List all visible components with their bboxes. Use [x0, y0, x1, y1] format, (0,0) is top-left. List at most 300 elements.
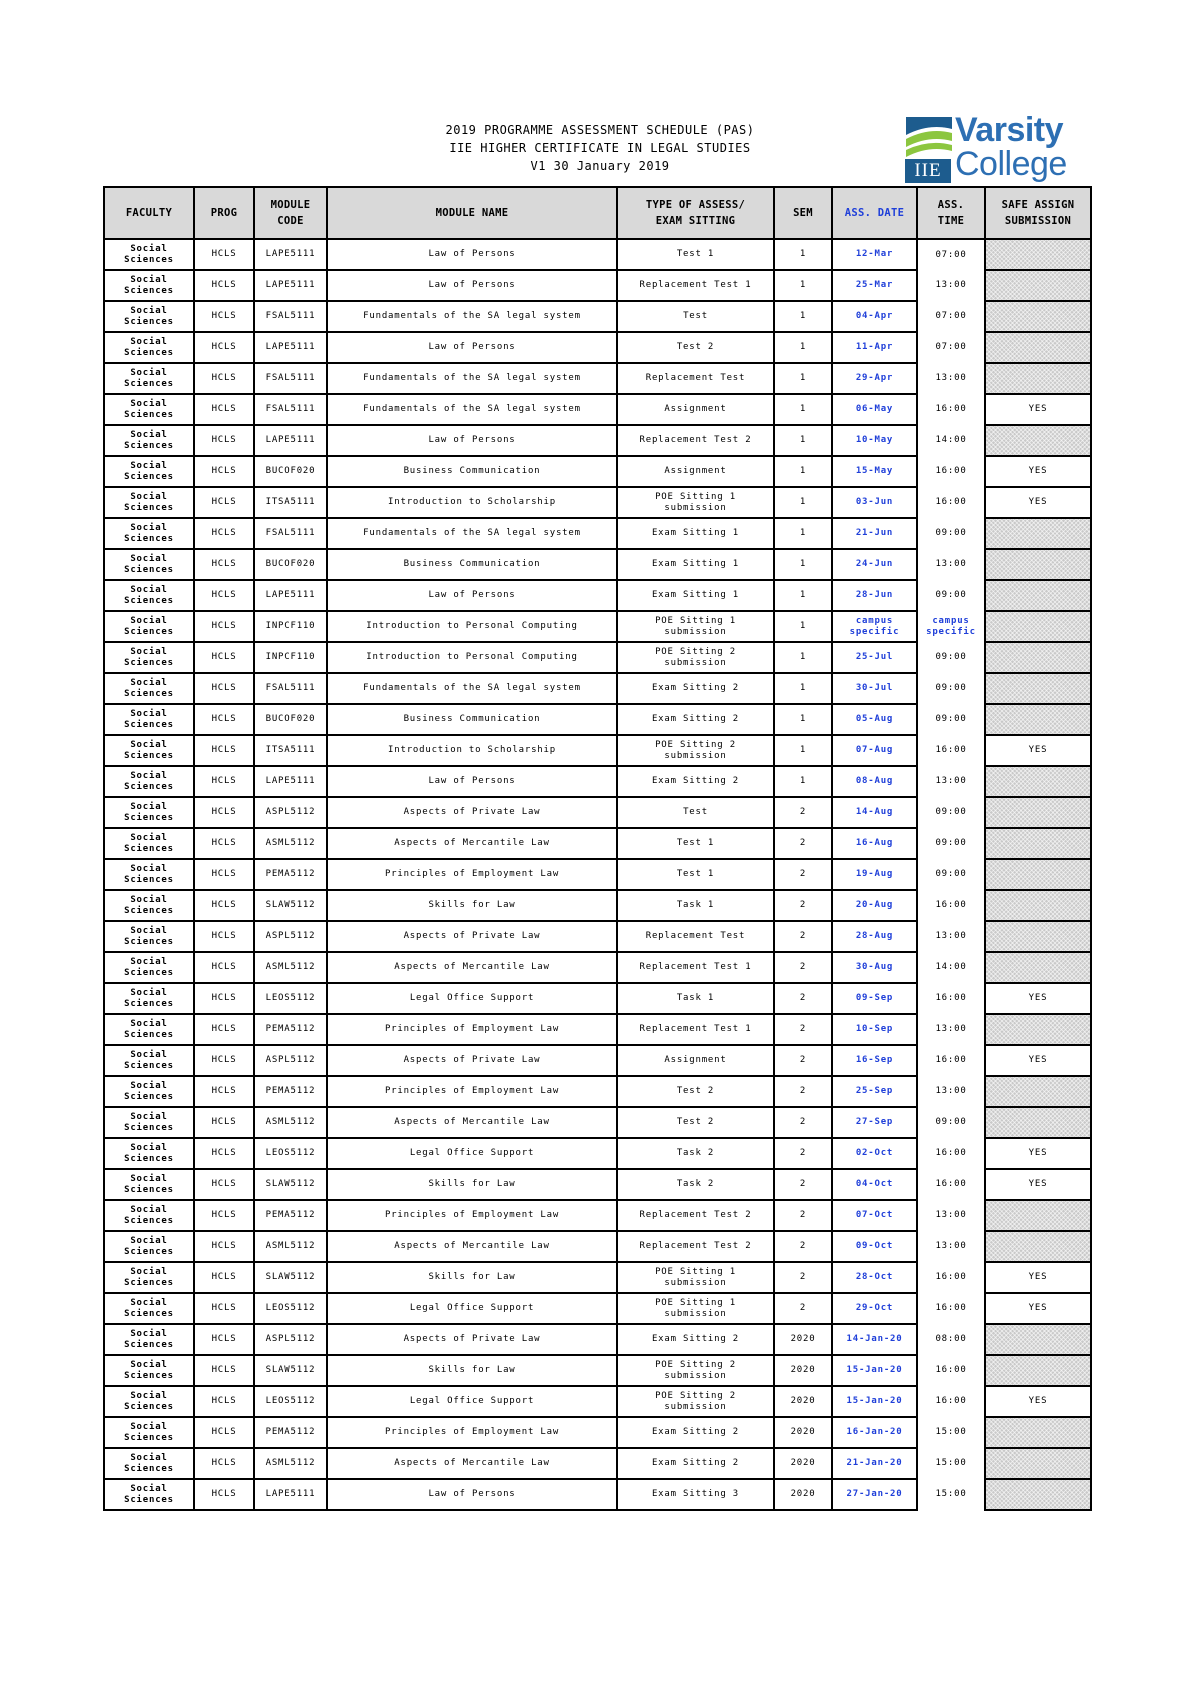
prog-cell	[194, 673, 254, 704]
module-code-cell-text: SLAW5112	[265, 1179, 316, 1189]
assessment-type-cell	[617, 580, 774, 611]
ass-time-cell	[917, 301, 985, 332]
module-code-cell	[254, 1200, 327, 1231]
assessment-type-cell	[617, 1231, 774, 1262]
prog-cell	[194, 1107, 254, 1138]
prog-cell-text: HCLS	[211, 528, 237, 538]
faculty-cell-text: Social	[130, 584, 168, 595]
ass-time-cell-text: 13:00	[935, 1210, 967, 1220]
faculty-cell-text: Sciences	[124, 1060, 174, 1071]
assessment-type-cell	[617, 1014, 774, 1045]
module-name-cell-text: Aspects of Private Law	[403, 1334, 541, 1344]
sem-cell	[774, 301, 832, 332]
table-row	[104, 549, 1091, 580]
sem-cell	[774, 1262, 832, 1293]
faculty-cell-text: Sciences	[124, 1029, 174, 1040]
ass-time-cell-text: 15:00	[935, 1489, 967, 1499]
assessment-type-cell	[617, 332, 774, 363]
sem-cell-text: 1	[799, 559, 807, 569]
module-code-cell-text: LAPE5111	[265, 280, 316, 290]
faculty-cell-text: Social	[130, 1204, 168, 1215]
ass-date-cell-text: 10-May	[855, 435, 894, 445]
ass-time-cell-text: 16:00	[935, 1272, 967, 1282]
faculty-cell-text: Sciences	[124, 378, 174, 389]
assessment-type-cell	[617, 1169, 774, 1200]
sem-cell-text: 1	[799, 249, 807, 259]
faculty-cell-text: Sciences	[124, 1184, 174, 1195]
assessment-type-cell	[617, 859, 774, 890]
sem-cell	[774, 859, 832, 890]
assessment-type-cell	[617, 518, 774, 549]
table-row	[104, 797, 1091, 828]
assessment-type-cell	[617, 1138, 774, 1169]
faculty-cell-text: Social	[130, 832, 168, 843]
prog-cell-text: HCLS	[211, 466, 237, 476]
module-code-cell-text: BUCOF020	[265, 714, 316, 724]
ass-time-cell-text: 09:00	[935, 652, 967, 662]
ass-date-cell-text: 30-Jul	[855, 683, 894, 693]
module-code-cell	[254, 301, 327, 332]
ass-time-cell	[917, 1417, 985, 1448]
prog-cell-text: HCLS	[211, 280, 237, 290]
prog-cell	[194, 1386, 254, 1417]
ass-date-cell-text: 25-Jul	[855, 652, 894, 662]
sem-cell	[774, 1417, 832, 1448]
prog-cell	[194, 921, 254, 952]
col-header-prog: PROG	[194, 187, 254, 239]
safe-assign-cell	[985, 363, 1091, 394]
ass-date-cell-text: 27-Jan-20	[846, 1489, 903, 1499]
sem-cell	[774, 1045, 832, 1076]
module-name-cell-text: Fundamentals of the SA legal system	[363, 683, 581, 693]
module-code-cell-text: FSAL5111	[265, 404, 316, 414]
col-header-ass-date: ASS. DATE	[832, 187, 917, 239]
faculty-cell-text: Sciences	[124, 1370, 174, 1381]
module-name-cell-text: Law of Persons	[428, 776, 516, 786]
sem-cell-text: 2020	[790, 1458, 816, 1468]
assessment-type-cell-text: POE Sitting 1	[655, 615, 736, 626]
sem-cell	[774, 363, 832, 394]
table-row	[104, 921, 1091, 952]
table-row	[104, 239, 1091, 270]
faculty-cell-text: Social	[130, 770, 168, 781]
ass-time-cell-text: 09:00	[935, 590, 967, 600]
module-code-cell-text: BUCOF020	[265, 466, 316, 476]
faculty-cell-text: Sciences	[124, 1339, 174, 1350]
ass-time-cell	[917, 1014, 985, 1045]
assessment-type-cell-text: Exam Sitting 2	[651, 1458, 740, 1468]
ass-time-cell-text: 13:00	[935, 1241, 967, 1251]
table-row	[104, 1200, 1091, 1231]
module-name-cell-text: Introduction to Scholarship	[388, 497, 556, 507]
ass-date-cell-text: 29-Apr	[855, 373, 894, 383]
sem-cell	[774, 921, 832, 952]
safe-assign-cell	[985, 518, 1091, 549]
document-title: 2019 PROGRAMME ASSESSMENT SCHEDULE (PAS)	[445, 123, 755, 137]
safe-assign-cell	[985, 456, 1091, 487]
prog-cell	[194, 1014, 254, 1045]
module-code-cell	[254, 704, 327, 735]
module-code-cell	[254, 1293, 327, 1324]
module-name-cell	[327, 859, 617, 890]
module-code-cell	[254, 456, 327, 487]
module-code-cell	[254, 1417, 327, 1448]
sem-cell	[774, 487, 832, 518]
module-code-cell	[254, 518, 327, 549]
sem-cell	[774, 1386, 832, 1417]
prog-cell-text: HCLS	[211, 373, 237, 383]
module-name-cell	[327, 1169, 617, 1200]
sem-cell-text: 2	[799, 1024, 807, 1034]
module-name-cell-text: Skills for Law	[428, 1365, 516, 1375]
prog-cell	[194, 890, 254, 921]
ass-date-cell-text: 25-Mar	[855, 280, 894, 290]
faculty-cell-text: Social	[130, 1452, 168, 1463]
ass-date-cell	[832, 952, 917, 983]
document-title-block	[380, 121, 820, 175]
ass-date-cell-text: 29-Oct	[855, 1303, 894, 1313]
ass-date-cell	[832, 1262, 917, 1293]
assessment-type-cell	[617, 394, 774, 425]
module-code-cell	[254, 239, 327, 270]
ass-date-cell	[832, 1045, 917, 1076]
faculty-cell-text: Sciences	[124, 843, 174, 854]
col-header-safe-line2: SUBMISSION	[1004, 215, 1072, 227]
safe-assign-cell	[985, 952, 1091, 983]
assessment-type-cell	[617, 1293, 774, 1324]
faculty-cell	[104, 1231, 194, 1262]
document-version: V1 30 January 2019	[530, 159, 670, 173]
ass-date-cell-text: 07-Oct	[855, 1210, 894, 1220]
assessment-type-cell	[617, 1076, 774, 1107]
ass-date-cell	[832, 239, 917, 270]
prog-cell	[194, 797, 254, 828]
ass-time-cell	[917, 1200, 985, 1231]
ass-date-cell-text: 16-Aug	[855, 838, 894, 848]
faculty-cell	[104, 611, 194, 642]
module-code-cell-text: LAPE5111	[265, 1489, 316, 1499]
faculty-cell	[104, 1200, 194, 1231]
sem-cell-text: 2	[799, 1179, 807, 1189]
module-name-cell	[327, 673, 617, 704]
safe-assign-cell	[985, 797, 1091, 828]
ass-date-cell	[832, 1293, 917, 1324]
ass-time-cell	[917, 735, 985, 766]
col-header-module-code-line1: MODULE	[270, 199, 311, 211]
safe-assign-cell	[985, 1014, 1091, 1045]
prog-cell-text: HCLS	[211, 1024, 237, 1034]
ass-time-cell-text: 16:00	[935, 404, 967, 414]
ass-time-cell-text: 15:00	[935, 1427, 967, 1437]
module-code-cell-text: FSAL5111	[265, 373, 316, 383]
faculty-cell-text: Social	[130, 987, 168, 998]
safe-assign-cell	[985, 1386, 1091, 1417]
sem-cell	[774, 766, 832, 797]
assessment-type-cell	[617, 549, 774, 580]
safe-assign-cell-text: YES	[1028, 404, 1048, 414]
ass-date-cell	[832, 828, 917, 859]
prog-cell-text: HCLS	[211, 962, 237, 972]
module-code-cell	[254, 890, 327, 921]
prog-cell-text: HCLS	[211, 931, 237, 941]
module-code-cell	[254, 425, 327, 456]
module-code-cell-text: PEMA5112	[265, 1086, 316, 1096]
prog-cell	[194, 1262, 254, 1293]
ass-date-cell-text: 27-Sep	[855, 1117, 894, 1127]
safe-assign-cell-text: YES	[1028, 466, 1048, 476]
ass-time-cell	[917, 518, 985, 549]
table-row	[104, 1324, 1091, 1355]
prog-cell	[194, 425, 254, 456]
faculty-cell-text: Social	[130, 1421, 168, 1432]
module-code-cell	[254, 1324, 327, 1355]
prog-cell-text: HCLS	[211, 590, 237, 600]
faculty-cell	[104, 1262, 194, 1293]
module-name-cell	[327, 1293, 617, 1324]
faculty-cell-text: Social	[130, 1390, 168, 1401]
ass-time-cell-text: 13:00	[935, 1086, 967, 1096]
sem-cell-text: 2	[799, 900, 807, 910]
prog-cell-text: HCLS	[211, 652, 237, 662]
table-row	[104, 828, 1091, 859]
module-name-cell	[327, 735, 617, 766]
document-subtitle: IIE HIGHER CERTIFICATE IN LEGAL STUDIES	[449, 141, 751, 155]
assessment-type-cell-text: Test	[683, 311, 708, 321]
ass-date-cell	[832, 859, 917, 890]
faculty-cell-text: Social	[130, 429, 168, 440]
module-code-cell-text: PEMA5112	[265, 869, 316, 879]
ass-date-cell	[832, 1076, 917, 1107]
faculty-cell-text: Sciences	[124, 905, 174, 916]
sem-cell-text: 1	[799, 373, 807, 383]
sem-cell-text: 1	[799, 497, 807, 507]
ass-date-cell	[832, 301, 917, 332]
table-row	[104, 766, 1091, 797]
assessment-type-cell-text: Replacement Test 2	[639, 1241, 752, 1251]
sem-cell-text: 2	[799, 1272, 807, 1282]
module-name-cell-text: Principles of Employment Law	[384, 869, 560, 879]
module-name-cell	[327, 1479, 617, 1510]
faculty-cell	[104, 301, 194, 332]
ass-date-cell-text: 07-Aug	[855, 745, 894, 755]
assessment-type-cell-text: submission	[664, 626, 727, 637]
module-code-cell-text: FSAL5111	[265, 683, 316, 693]
ass-time-cell-text: 09:00	[935, 807, 967, 817]
prog-cell	[194, 1324, 254, 1355]
sem-cell	[774, 952, 832, 983]
prog-cell-text: HCLS	[211, 497, 237, 507]
safe-assign-cell	[985, 301, 1091, 332]
sem-cell-text: 1	[799, 621, 807, 631]
faculty-cell	[104, 1076, 194, 1107]
module-code-cell-text: ITSA5111	[265, 745, 316, 755]
faculty-cell-text: Social	[130, 894, 168, 905]
module-name-cell	[327, 425, 617, 456]
col-header-module-code	[254, 187, 327, 239]
faculty-cell-text: Social	[130, 646, 168, 657]
sem-cell-text: 2	[799, 1117, 807, 1127]
ass-date-cell-text: 03-Jun	[855, 497, 894, 507]
assessment-type-cell-text: submission	[664, 1308, 727, 1319]
ass-time-cell-text: 09:00	[935, 714, 967, 724]
safe-assign-cell-text: YES	[1028, 497, 1048, 507]
table-row	[104, 673, 1091, 704]
assessment-type-cell	[617, 828, 774, 859]
module-name-cell	[327, 766, 617, 797]
ass-time-cell-text: 07:00	[935, 342, 967, 352]
module-code-cell	[254, 1169, 327, 1200]
prog-cell-text: HCLS	[211, 993, 237, 1003]
module-name-cell-text: Principles of Employment Law	[384, 1024, 560, 1034]
ass-date-cell	[832, 1355, 917, 1386]
ass-date-cell	[832, 1231, 917, 1262]
assessment-type-cell	[617, 890, 774, 921]
prog-cell-text: HCLS	[211, 1365, 237, 1375]
sem-cell	[774, 1169, 832, 1200]
prog-cell-text: HCLS	[211, 435, 237, 445]
ass-date-cell-text: 04-Oct	[855, 1179, 894, 1189]
sem-cell-text: 1	[799, 776, 807, 786]
faculty-cell-text: Social	[130, 274, 168, 285]
assessment-type-cell	[617, 1448, 774, 1479]
module-name-cell	[327, 890, 617, 921]
col-header-type-line2: EXAM SITTING	[655, 215, 736, 227]
safe-assign-cell	[985, 1076, 1091, 1107]
table-row	[104, 859, 1091, 890]
table-row	[104, 1386, 1091, 1417]
assessment-type-cell	[617, 611, 774, 642]
module-name-cell-text: Fundamentals of the SA legal system	[363, 373, 581, 383]
safe-assign-cell	[985, 828, 1091, 859]
assessment-type-cell-text: Exam Sitting 1	[651, 528, 740, 538]
ass-date-cell-text: 19-Aug	[855, 869, 894, 879]
faculty-cell-text: Sciences	[124, 1401, 174, 1412]
ass-date-cell	[832, 425, 917, 456]
ass-time-cell-text: 13:00	[935, 1024, 967, 1034]
safe-assign-cell	[985, 1417, 1091, 1448]
ass-date-cell	[832, 611, 917, 642]
module-name-cell	[327, 1386, 617, 1417]
faculty-cell-text: Social	[130, 1297, 168, 1308]
assessment-type-cell-text: Task 2	[676, 1148, 715, 1158]
ass-time-cell	[917, 1293, 985, 1324]
assessment-type-cell	[617, 1200, 774, 1231]
assessment-type-cell-text: Exam Sitting 2	[651, 714, 740, 724]
safe-assign-cell	[985, 239, 1091, 270]
ass-time-cell-text: 14:00	[935, 962, 967, 972]
ass-time-cell	[917, 456, 985, 487]
assessment-type-cell	[617, 1386, 774, 1417]
safe-assign-cell	[985, 1324, 1091, 1355]
assessment-type-cell-text: Test 1	[676, 869, 715, 879]
module-name-cell	[327, 1138, 617, 1169]
assessment-type-cell-text: Replacement Test	[645, 373, 746, 383]
prog-cell	[194, 766, 254, 797]
module-code-cell-text: LAPE5111	[265, 590, 316, 600]
sem-cell	[774, 239, 832, 270]
module-code-cell	[254, 828, 327, 859]
assessment-type-cell-text: submission	[664, 750, 727, 761]
ass-time-cell	[917, 952, 985, 983]
table-row	[104, 1293, 1091, 1324]
sem-cell-text: 2	[799, 1055, 807, 1065]
faculty-cell-text: Sciences	[124, 1463, 174, 1474]
module-code-cell-text: FSAL5111	[265, 528, 316, 538]
faculty-cell	[104, 1138, 194, 1169]
prog-cell	[194, 704, 254, 735]
faculty-cell-text: Social	[130, 522, 168, 533]
safe-assign-cell	[985, 487, 1091, 518]
ass-time-cell	[917, 1262, 985, 1293]
faculty-cell	[104, 425, 194, 456]
faculty-cell-text: Sciences	[124, 440, 174, 451]
sem-cell-text: 1	[799, 652, 807, 662]
table-header-row	[104, 187, 1091, 239]
col-header-safe-line1: SAFE ASSIGN	[1001, 199, 1075, 211]
module-code-cell	[254, 1138, 327, 1169]
ass-date-cell	[832, 766, 917, 797]
module-code-cell-text: ASPL5112	[265, 1334, 316, 1344]
assessment-type-cell-text: submission	[664, 1370, 727, 1381]
safe-assign-cell-text: YES	[1028, 745, 1048, 755]
assessment-type-cell	[617, 673, 774, 704]
sem-cell	[774, 704, 832, 735]
prog-cell	[194, 1448, 254, 1479]
sem-cell	[774, 983, 832, 1014]
table-row	[104, 704, 1091, 735]
module-code-cell-text: LAPE5111	[265, 435, 316, 445]
prog-cell-text: HCLS	[211, 900, 237, 910]
table-row	[104, 580, 1091, 611]
module-name-cell-text: Aspects of Private Law	[403, 807, 541, 817]
ass-date-cell	[832, 1138, 917, 1169]
prog-cell-text: HCLS	[211, 1396, 237, 1406]
ass-time-cell-text: 16:00	[935, 497, 967, 507]
faculty-cell-text: Sciences	[124, 936, 174, 947]
safe-assign-cell	[985, 1293, 1091, 1324]
prog-cell	[194, 1076, 254, 1107]
faculty-cell	[104, 828, 194, 859]
faculty-cell-text: Social	[130, 491, 168, 502]
prog-cell-text: HCLS	[211, 1489, 237, 1499]
ass-date-cell	[832, 487, 917, 518]
sem-cell	[774, 1231, 832, 1262]
ass-date-cell-text: 30-Aug	[855, 962, 894, 972]
faculty-cell-text: Sciences	[124, 409, 174, 420]
safe-assign-cell-text: YES	[1028, 1272, 1048, 1282]
module-code-cell-text: PEMA5112	[265, 1210, 316, 1220]
safe-assign-cell	[985, 270, 1091, 301]
ass-date-cell-text: campus	[855, 615, 894, 626]
table-row	[104, 952, 1091, 983]
ass-date-cell-text: 28-Jun	[855, 590, 894, 600]
module-code-cell	[254, 735, 327, 766]
sem-cell-text: 2	[799, 838, 807, 848]
assessment-type-cell	[617, 1479, 774, 1510]
module-code-cell-text: ASML5112	[265, 1241, 316, 1251]
assessment-type-cell-text: Replacement Test 1	[639, 962, 752, 972]
module-code-cell	[254, 642, 327, 673]
ass-time-cell	[917, 1386, 985, 1417]
sem-cell-text: 1	[799, 683, 807, 693]
assessment-type-cell-text: POE Sitting 2	[655, 646, 736, 657]
sem-cell-text: 2020	[790, 1334, 816, 1344]
module-name-cell-text: Aspects of Mercantile Law	[394, 1458, 550, 1468]
sem-cell-text: 1	[799, 466, 807, 476]
ass-time-cell	[917, 828, 985, 859]
faculty-cell	[104, 1479, 194, 1510]
ass-date-cell	[832, 1417, 917, 1448]
